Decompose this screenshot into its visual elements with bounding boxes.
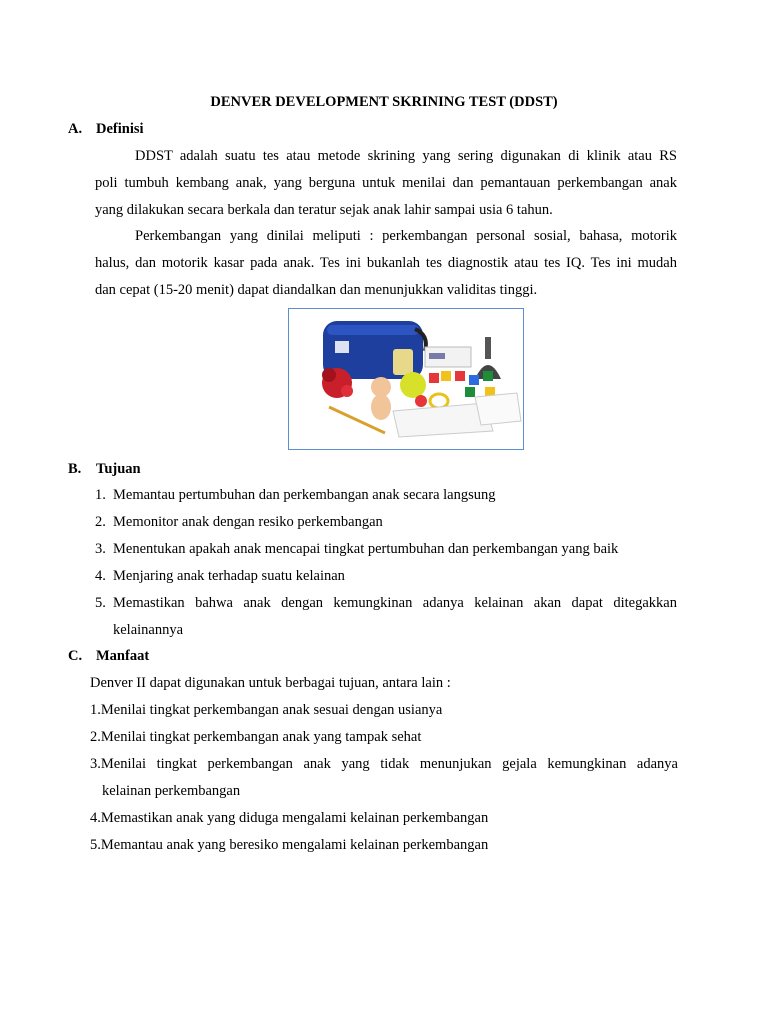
section-b-title: Tujuan <box>96 461 141 477</box>
list-item: 4.Memastikan anak yang diduga mengalami kelainan perkembangan <box>90 810 489 826</box>
list-item: 5. Memastikan bahwa anak dengan kemungkinan adanya kelainan akan dapat ditegakkan kelainannya <box>95 595 677 638</box>
tujuan-list <box>95 482 677 644</box>
ddst-kit-image <box>288 308 524 450</box>
definition-p1-line-1: DDST adalah suatu tes atau metode skrining yang sering digunakan di klinik atau RS <box>135 148 677 164</box>
list-item: 2. Memonitor anak dengan resiko perkembangan <box>95 514 383 530</box>
definition-paragraph-1 <box>95 143 677 224</box>
section-a-heading <box>68 121 144 138</box>
list-item: 3. Menentukan apakah anak mencapai tingkat pertumbuhan dan perkembangan yang baik <box>95 541 619 557</box>
manfaat-intro: Denver II dapat digunakan untuk berbagai tujuan, antara lain : <box>90 675 451 691</box>
list-item: 1. Memantau pertumbuhan dan perkembangan anak secara langsung <box>95 487 496 503</box>
definition-p2-line-1: Perkembangan yang dinilai meliputi : perkembangan personal sosial, bahasa, motorik <box>135 228 677 244</box>
list-item: 3.Menilai tingkat perkembangan anak yang tidak menunjukan gejala kemungkinan adanya kelainan perkembangan <box>90 756 678 799</box>
section-c-title: Manfaat <box>96 648 150 664</box>
list-item: 2.Menilai tingkat perkembangan anak yang tampak sehat <box>90 729 422 745</box>
section-c-letter: C. <box>68 648 83 664</box>
manfaat-list <box>90 697 678 859</box>
list-item: 5.Memantau anak yang beresiko mengalami kelainan perkembangan <box>90 837 489 853</box>
list-item: 1.Menilai tingkat perkembangan anak sesuai dengan usianya <box>90 702 443 718</box>
definition-paragraph-2 <box>95 223 677 304</box>
definition-p1-line-2: poli tumbuh kembang anak, yang berguna untuk menilai dan pemantauan perkembangan anak <box>95 175 677 191</box>
definition-p1-line-3: yang dilakukan secara berkala dan teratur sejak anak lahir sampai usia 6 tahun. <box>95 202 553 218</box>
section-b-letter: B. <box>68 461 82 477</box>
section-a-letter: A. <box>68 121 83 137</box>
section-b-heading <box>68 461 141 478</box>
section-a-title: Definisi <box>96 121 144 137</box>
list-item: 4. Menjaring anak terhadap suatu kelainan <box>95 568 345 584</box>
definition-p2-line-2: halus, dan motorik kasar pada anak. Tes ini bukanlah tes diagnostik atau tes IQ. Tes ini mudah <box>95 255 677 271</box>
ddst-kit-photo-icon <box>289 309 523 449</box>
definition-p2-line-3: dan cepat (15-20 menit) dapat diandalkan dan menunjukkan validitas tinggi. <box>95 282 538 298</box>
document-title: DENVER DEVELOPMENT SKRINING TEST (DDST) <box>210 94 558 110</box>
section-c-heading <box>68 648 149 665</box>
